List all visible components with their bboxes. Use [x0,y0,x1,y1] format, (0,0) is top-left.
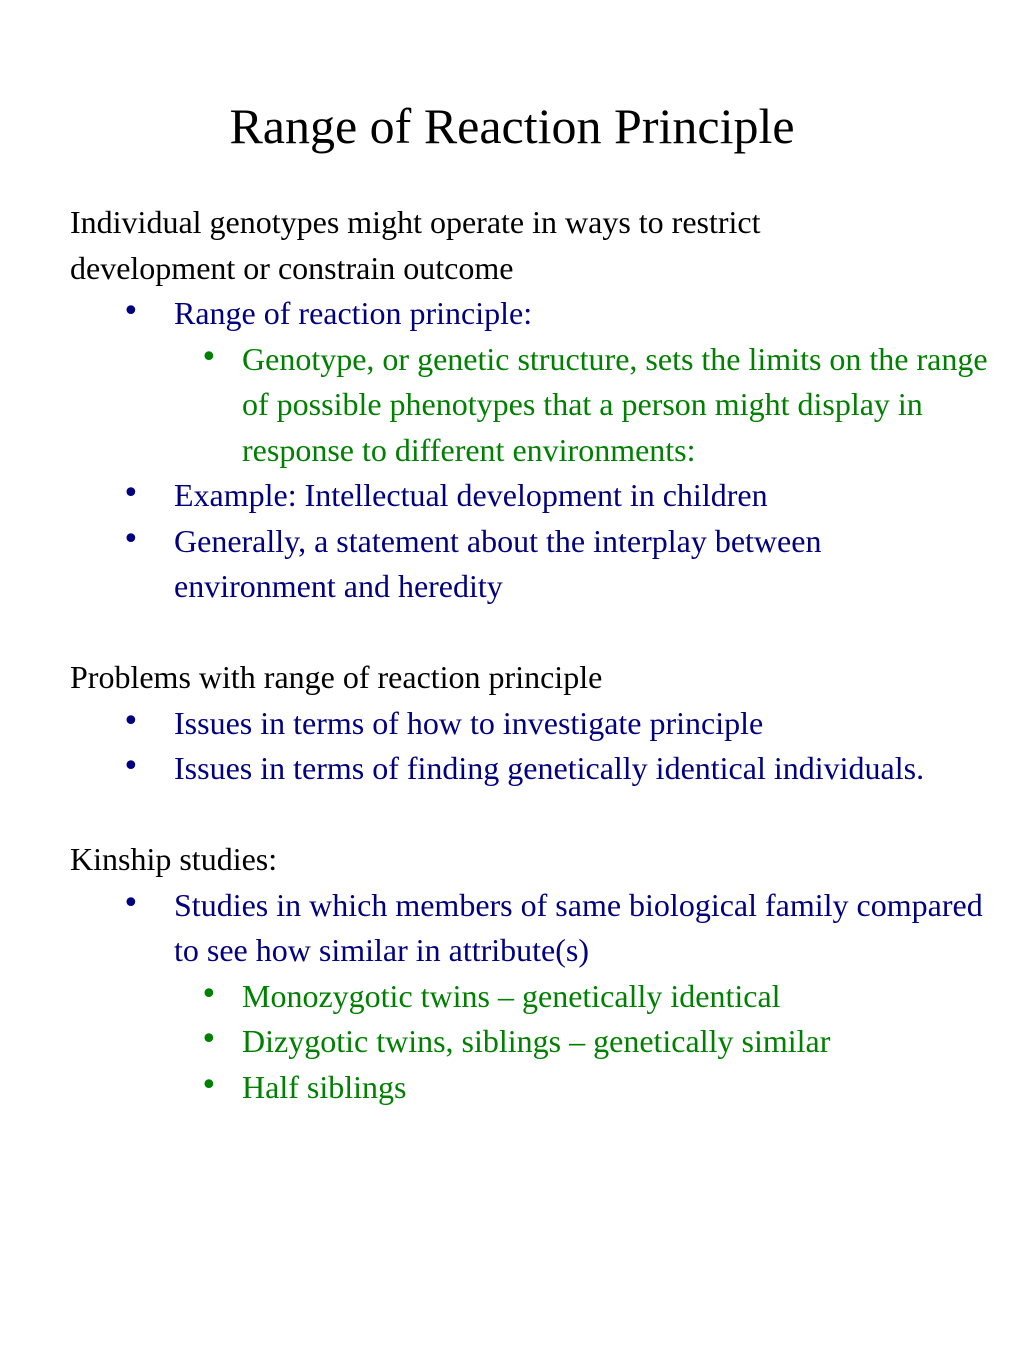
list-item-text: Dizygotic twins, siblings – genetically similar [242,1023,831,1059]
list-item [70,337,990,474]
list-item-text: Studies in which members of same biological family compared to see how similar in attribute(s) [174,886,983,968]
list-item-text: Issues in terms of finding genetically identical individuals. [174,750,925,786]
bullet-icon: • [122,294,140,329]
list-item [70,1065,990,1111]
list-item [70,473,990,519]
bullet-list [70,701,990,792]
section-heading: Problems with range of reaction principle [70,659,603,695]
bullet-icon: • [122,521,140,557]
section-heading: Kinship studies: [70,841,278,877]
bullet-icon: • [200,976,218,1012]
bullet-list [70,291,990,610]
section-problems [70,655,990,792]
bullet-icon: • [200,339,218,375]
list-item-text: Issues in terms of how to investigate principle [174,704,764,741]
slide-body [70,200,990,1110]
list-item-text: Range of reaction principle: [174,295,533,331]
spacer [70,792,990,838]
section-range-of-reaction [70,200,990,610]
list-item [70,974,990,1020]
list-item-text: Generally, a statement about the interplay between environment and heredity [174,522,822,604]
list-item-text: Example: Intellectual development in children [174,477,768,513]
section-heading-line: development or constrain outcome [70,249,514,286]
bullet-icon: • [122,476,140,511]
section-heading-line: Individual genotypes might operate in ways to restrict [70,204,761,240]
list-item [70,519,990,610]
bullet-icon: • [200,1067,218,1103]
list-item-text: Genotype, or genetic structure, sets the limits on the range of possible phenotypes that a person might display in response to different environments: [242,340,988,468]
list-item-text: Monozygotic twins – genetically identical [242,977,781,1014]
bullet-list [70,883,990,1111]
list-item [70,291,990,337]
spacer [70,610,990,656]
list-item [70,883,990,974]
bullet-icon: • [200,1022,218,1057]
list-item [70,746,990,792]
slide-title: Range of Reaction Principle [229,98,795,154]
section-heading [70,200,990,291]
list-item [70,1019,990,1065]
bullet-icon: • [122,885,140,921]
section-kinship-studies [70,837,990,1110]
list-item-text: Half siblings [242,1068,407,1105]
bullet-icon: • [122,749,140,784]
bullet-icon: • [122,703,140,739]
list-item [70,701,990,747]
